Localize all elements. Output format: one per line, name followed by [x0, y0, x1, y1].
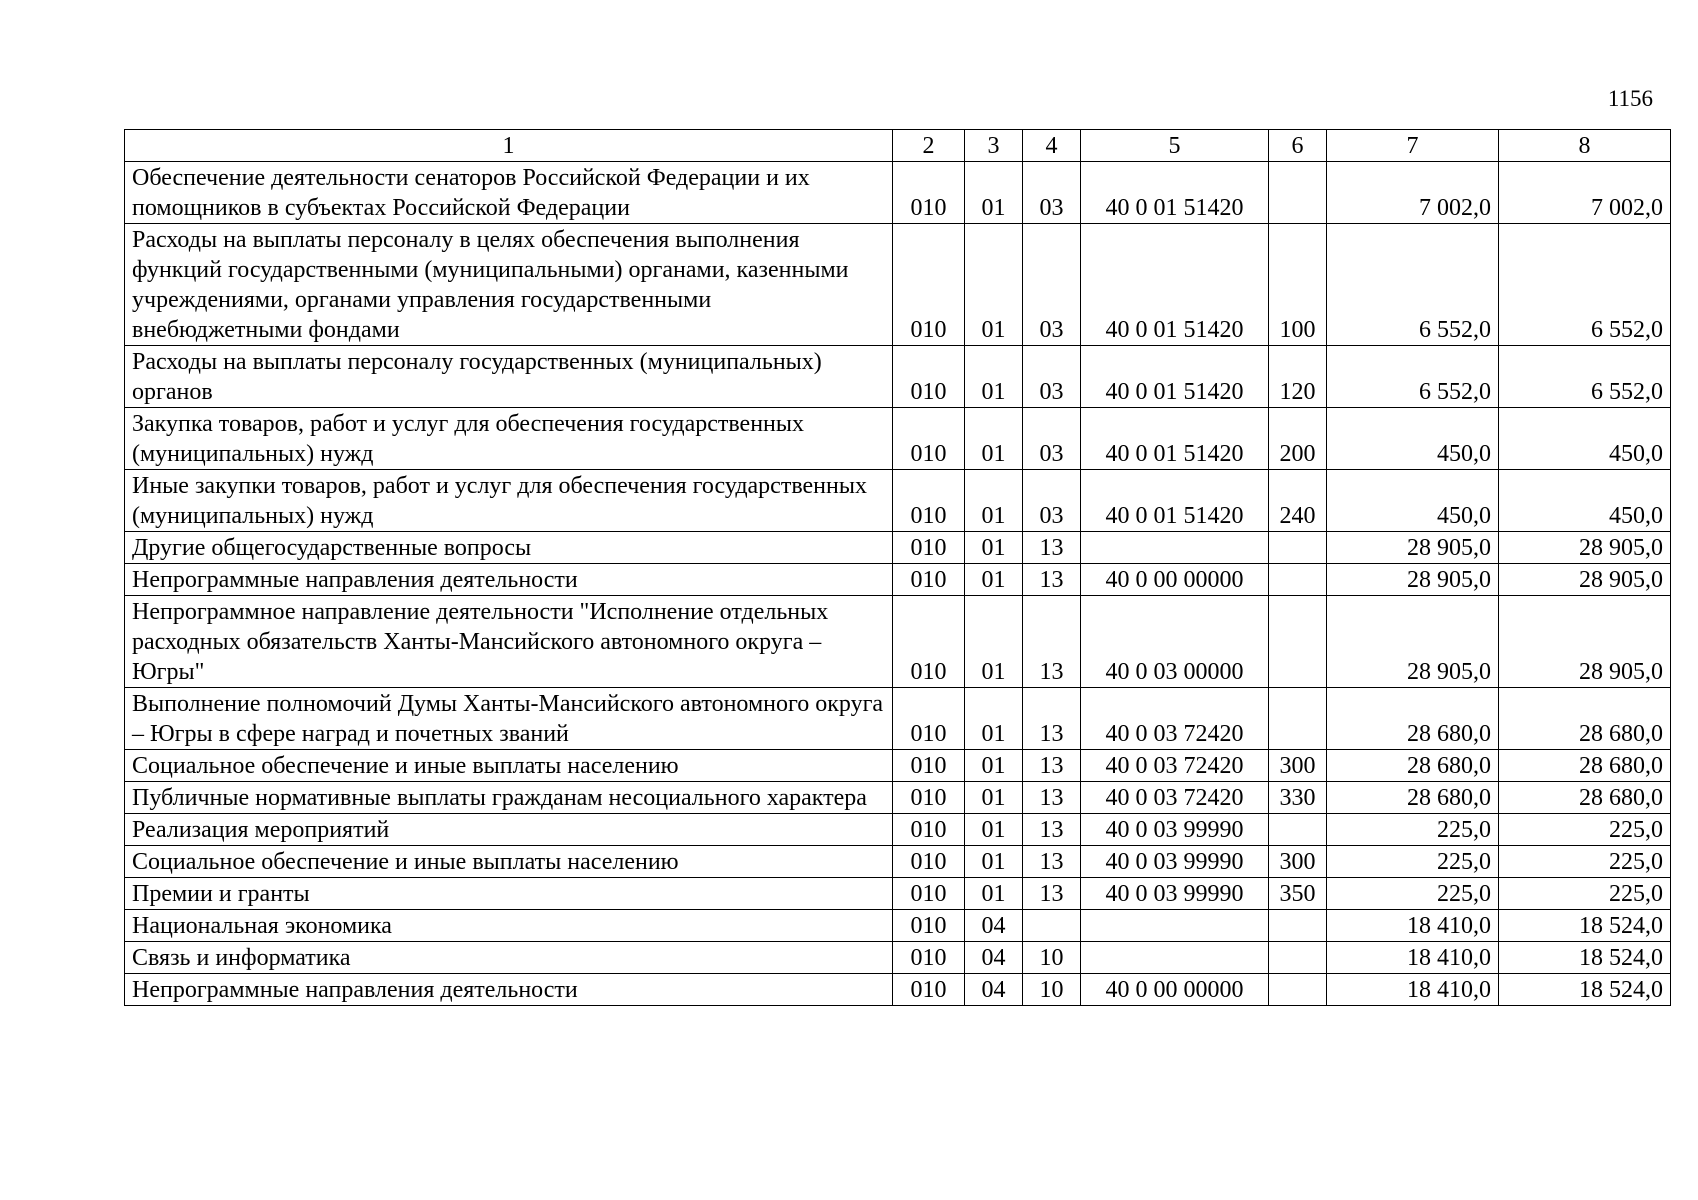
expense-type-cell — [1269, 974, 1327, 1006]
target-article-cell: 40 0 03 99990 — [1081, 878, 1269, 910]
ministry-code-cell: 010 — [893, 224, 965, 346]
row-name-cell: Публичные нормативные выплаты гражданам несоциального характера — [125, 782, 893, 814]
subsection-code-cell: 03 — [1023, 408, 1081, 470]
amount-year-1-cell: 28 905,0 — [1327, 532, 1499, 564]
amount-year-1-cell: 18 410,0 — [1327, 910, 1499, 942]
column-header: 3 — [965, 130, 1023, 162]
ministry-code-cell: 010 — [893, 408, 965, 470]
amount-year-2-cell: 28 680,0 — [1499, 750, 1671, 782]
row-name-cell: Непрограммные направления деятельности — [125, 974, 893, 1006]
table-row — [125, 878, 1671, 910]
amount-year-1-cell: 6 552,0 — [1327, 224, 1499, 346]
column-header: 5 — [1081, 130, 1269, 162]
subsection-code-cell: 13 — [1023, 532, 1081, 564]
section-code-cell: 01 — [965, 532, 1023, 564]
subsection-code-cell: 03 — [1023, 224, 1081, 346]
table-row — [125, 532, 1671, 564]
subsection-code-cell: 13 — [1023, 782, 1081, 814]
amount-year-2-cell: 6 552,0 — [1499, 224, 1671, 346]
target-article-cell — [1081, 942, 1269, 974]
row-name-cell: Иные закупки товаров, работ и услуг для обеспечения государственных (муниципальных) нужд — [125, 470, 893, 532]
ministry-code-cell: 010 — [893, 878, 965, 910]
ministry-code-cell: 010 — [893, 532, 965, 564]
ministry-code-cell: 010 — [893, 750, 965, 782]
table-row — [125, 782, 1671, 814]
section-code-cell: 01 — [965, 470, 1023, 532]
expense-type-cell — [1269, 596, 1327, 688]
row-name-cell: Социальное обеспечение и иные выплаты населению — [125, 846, 893, 878]
target-article-cell: 40 0 03 99990 — [1081, 846, 1269, 878]
subsection-code-cell: 13 — [1023, 878, 1081, 910]
target-article-cell — [1081, 532, 1269, 564]
section-code-cell: 01 — [965, 564, 1023, 596]
expense-type-cell — [1269, 910, 1327, 942]
amount-year-1-cell: 225,0 — [1327, 878, 1499, 910]
section-code-cell: 04 — [965, 910, 1023, 942]
amount-year-2-cell: 28 905,0 — [1499, 596, 1671, 688]
expense-type-cell — [1269, 532, 1327, 564]
target-article-cell: 40 0 00 00000 — [1081, 974, 1269, 1006]
table-row — [125, 564, 1671, 596]
table-row — [125, 470, 1671, 532]
subsection-code-cell: 13 — [1023, 814, 1081, 846]
table-row — [125, 846, 1671, 878]
target-article-cell: 40 0 03 72420 — [1081, 688, 1269, 750]
subsection-code-cell: 03 — [1023, 162, 1081, 224]
table-row — [125, 162, 1671, 224]
section-code-cell: 01 — [965, 596, 1023, 688]
subsection-code-cell: 10 — [1023, 942, 1081, 974]
amount-year-2-cell: 225,0 — [1499, 814, 1671, 846]
amount-year-2-cell: 18 524,0 — [1499, 942, 1671, 974]
expense-type-cell: 350 — [1269, 878, 1327, 910]
budget-table — [124, 129, 1671, 1006]
table-row — [125, 750, 1671, 782]
target-article-cell: 40 0 03 72420 — [1081, 782, 1269, 814]
amount-year-1-cell: 225,0 — [1327, 814, 1499, 846]
row-name-cell: Социальное обеспечение и иные выплаты населению — [125, 750, 893, 782]
amount-year-2-cell: 450,0 — [1499, 470, 1671, 532]
table-row — [125, 814, 1671, 846]
subsection-code-cell: 03 — [1023, 470, 1081, 532]
target-article-cell: 40 0 00 00000 — [1081, 564, 1269, 596]
row-name-cell: Национальная экономика — [125, 910, 893, 942]
column-header: 6 — [1269, 130, 1327, 162]
column-header: 8 — [1499, 130, 1671, 162]
section-code-cell: 01 — [965, 878, 1023, 910]
subsection-code-cell: 13 — [1023, 750, 1081, 782]
expense-type-cell: 120 — [1269, 346, 1327, 408]
table-row — [125, 346, 1671, 408]
table-row — [125, 688, 1671, 750]
row-name-cell: Обеспечение деятельности сенаторов Российской Федерации и их помощников в субъектах Российской Федерации — [125, 162, 893, 224]
column-header: 4 — [1023, 130, 1081, 162]
amount-year-1-cell: 18 410,0 — [1327, 974, 1499, 1006]
table-row — [125, 974, 1671, 1006]
subsection-code-cell: 03 — [1023, 346, 1081, 408]
row-name-cell: Другие общегосударственные вопросы — [125, 532, 893, 564]
amount-year-2-cell: 225,0 — [1499, 878, 1671, 910]
section-code-cell: 01 — [965, 846, 1023, 878]
ministry-code-cell: 010 — [893, 942, 965, 974]
page-number: 1156 — [1607, 86, 1653, 111]
subsection-code-cell: 13 — [1023, 564, 1081, 596]
amount-year-1-cell: 225,0 — [1327, 846, 1499, 878]
table-row — [125, 942, 1671, 974]
amount-year-1-cell: 28 905,0 — [1327, 596, 1499, 688]
section-code-cell: 01 — [965, 162, 1023, 224]
subsection-code-cell: 10 — [1023, 974, 1081, 1006]
section-code-cell: 01 — [965, 814, 1023, 846]
column-header: 2 — [893, 130, 965, 162]
row-name-cell: Выполнение полномочий Думы Ханты-Мансийского автономного округа – Югры в сфере наград и почетных званий — [125, 688, 893, 750]
expense-type-cell — [1269, 942, 1327, 974]
amount-year-1-cell: 28 905,0 — [1327, 564, 1499, 596]
row-name-cell: Непрограммное направление деятельности "Исполнение отдельных расходных обязательств Ханты-Мансийского автономного округа – Югры" — [125, 596, 893, 688]
amount-year-2-cell: 6 552,0 — [1499, 346, 1671, 408]
amount-year-1-cell: 7 002,0 — [1327, 162, 1499, 224]
row-name-cell: Расходы на выплаты персоналу государственных (муниципальных) органов — [125, 346, 893, 408]
subsection-code-cell: 13 — [1023, 846, 1081, 878]
amount-year-2-cell: 28 905,0 — [1499, 532, 1671, 564]
row-name-cell: Реализация мероприятий — [125, 814, 893, 846]
expense-type-cell — [1269, 162, 1327, 224]
expense-type-cell — [1269, 564, 1327, 596]
amount-year-2-cell: 225,0 — [1499, 846, 1671, 878]
section-code-cell: 04 — [965, 942, 1023, 974]
expense-type-cell: 300 — [1269, 750, 1327, 782]
row-name-cell: Закупка товаров, работ и услуг для обеспечения государственных (муниципальных) нужд — [125, 408, 893, 470]
target-article-cell: 40 0 01 51420 — [1081, 470, 1269, 532]
amount-year-2-cell: 7 002,0 — [1499, 162, 1671, 224]
amount-year-2-cell: 28 680,0 — [1499, 782, 1671, 814]
amount-year-2-cell: 28 905,0 — [1499, 564, 1671, 596]
amount-year-1-cell: 6 552,0 — [1327, 346, 1499, 408]
ministry-code-cell: 010 — [893, 596, 965, 688]
ministry-code-cell: 010 — [893, 162, 965, 224]
row-name-cell: Непрограммные направления деятельности — [125, 564, 893, 596]
amount-year-1-cell: 28 680,0 — [1327, 688, 1499, 750]
table-row — [125, 596, 1671, 688]
target-article-cell: 40 0 03 00000 — [1081, 596, 1269, 688]
table-row — [125, 408, 1671, 470]
target-article-cell: 40 0 03 72420 — [1081, 750, 1269, 782]
ministry-code-cell: 010 — [893, 688, 965, 750]
expense-type-cell — [1269, 688, 1327, 750]
section-code-cell: 01 — [965, 688, 1023, 750]
table-header-row — [125, 130, 1671, 162]
amount-year-2-cell: 450,0 — [1499, 408, 1671, 470]
target-article-cell: 40 0 01 51420 — [1081, 408, 1269, 470]
target-article-cell — [1081, 910, 1269, 942]
section-code-cell: 01 — [965, 346, 1023, 408]
amount-year-1-cell: 18 410,0 — [1327, 942, 1499, 974]
column-header: 7 — [1327, 130, 1499, 162]
section-code-cell: 04 — [965, 974, 1023, 1006]
amount-year-2-cell: 18 524,0 — [1499, 974, 1671, 1006]
ministry-code-cell: 010 — [893, 782, 965, 814]
target-article-cell: 40 0 03 99990 — [1081, 814, 1269, 846]
section-code-cell: 01 — [965, 408, 1023, 470]
section-code-cell: 01 — [965, 782, 1023, 814]
row-name-cell: Расходы на выплаты персоналу в целях обеспечения выполнения функций государственными (муниципальными) органами, казенными учреждениями, органами управления государственными внебюджетными фондами — [125, 224, 893, 346]
expense-type-cell: 300 — [1269, 846, 1327, 878]
expense-type-cell: 240 — [1269, 470, 1327, 532]
subsection-code-cell: 13 — [1023, 596, 1081, 688]
row-name-cell: Связь и информатика — [125, 942, 893, 974]
target-article-cell: 40 0 01 51420 — [1081, 162, 1269, 224]
table-row — [125, 910, 1671, 942]
expense-type-cell — [1269, 814, 1327, 846]
amount-year-1-cell: 450,0 — [1327, 470, 1499, 532]
target-article-cell: 40 0 01 51420 — [1081, 346, 1269, 408]
ministry-code-cell: 010 — [893, 846, 965, 878]
amount-year-1-cell: 28 680,0 — [1327, 782, 1499, 814]
amount-year-2-cell: 18 524,0 — [1499, 910, 1671, 942]
ministry-code-cell: 010 — [893, 814, 965, 846]
row-name-cell: Премии и гранты — [125, 878, 893, 910]
target-article-cell: 40 0 01 51420 — [1081, 224, 1269, 346]
expense-type-cell: 100 — [1269, 224, 1327, 346]
expense-type-cell: 200 — [1269, 408, 1327, 470]
subsection-code-cell — [1023, 910, 1081, 942]
ministry-code-cell: 010 — [893, 974, 965, 1006]
ministry-code-cell: 010 — [893, 346, 965, 408]
expense-type-cell: 330 — [1269, 782, 1327, 814]
section-code-cell: 01 — [965, 750, 1023, 782]
amount-year-1-cell: 450,0 — [1327, 408, 1499, 470]
ministry-code-cell: 010 — [893, 564, 965, 596]
amount-year-2-cell: 28 680,0 — [1499, 688, 1671, 750]
amount-year-1-cell: 28 680,0 — [1327, 750, 1499, 782]
section-code-cell: 01 — [965, 224, 1023, 346]
table-row — [125, 224, 1671, 346]
subsection-code-cell: 13 — [1023, 688, 1081, 750]
column-header: 1 — [125, 130, 893, 162]
ministry-code-cell: 010 — [893, 470, 965, 532]
ministry-code-cell: 010 — [893, 910, 965, 942]
